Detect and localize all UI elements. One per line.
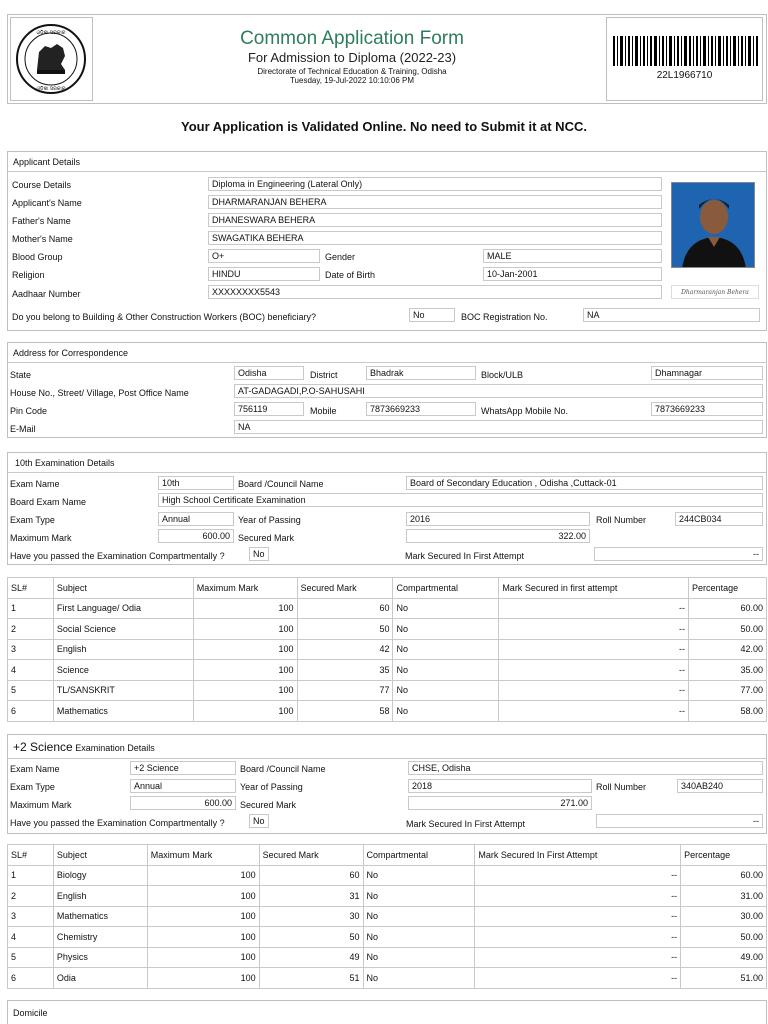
- cell: 60: [297, 598, 393, 619]
- email-value: NA: [234, 420, 763, 434]
- compartmental-question: Have you passed the Examination Compartmentally ?: [10, 551, 225, 561]
- secured-mark-label: Secured Mark: [238, 533, 295, 543]
- cell: 42.00: [689, 639, 767, 660]
- cell: 100: [147, 947, 259, 968]
- cell: First Language/ Odia: [53, 598, 193, 619]
- blood-value: O+: [208, 249, 320, 263]
- cell: 6: [8, 701, 54, 722]
- cell: 100: [193, 701, 297, 722]
- blood-label: Blood Group: [12, 252, 63, 262]
- section-title-big: +2 Science: [13, 740, 73, 754]
- roll-label: Roll Number: [596, 782, 647, 792]
- max-mark-label: Maximum Mark: [10, 800, 72, 810]
- table-row: [8, 865, 767, 886]
- cell: --: [499, 680, 689, 701]
- cell: 51.00: [681, 968, 767, 989]
- applicant-photo: [671, 182, 755, 268]
- form-title: Common Application Form: [240, 28, 464, 49]
- cell: 100: [193, 619, 297, 640]
- cell: Physics: [53, 947, 147, 968]
- cell: No: [363, 927, 475, 948]
- cell: 1: [8, 865, 54, 886]
- cell: No: [363, 947, 475, 968]
- cell: 100: [193, 598, 297, 619]
- father-label: Father's Name: [12, 216, 71, 226]
- aadhaar-label: Aadhaar Number: [12, 289, 81, 299]
- first-attempt-value: --: [594, 547, 763, 561]
- directorate-name: Directorate of Technical Education & Training, Odisha: [257, 67, 447, 76]
- exam-type-value: Annual: [158, 512, 234, 526]
- table-header-row: [8, 845, 767, 866]
- cell: --: [475, 947, 681, 968]
- table-row: [8, 660, 767, 681]
- cell: TL/SANSKRIT: [53, 680, 193, 701]
- gender-value: MALE: [483, 249, 662, 263]
- cell: 50.00: [689, 619, 767, 640]
- state-label: State: [10, 370, 32, 380]
- cell: --: [475, 906, 681, 927]
- applicant-signature: Dharmaranjan Behera: [671, 285, 759, 299]
- cell: 4: [8, 927, 54, 948]
- district-value: Bhadrak: [366, 366, 476, 380]
- table-row: [8, 947, 767, 968]
- board-exam-value: High School Certificate Examination: [158, 493, 763, 507]
- cell: Mathematics: [53, 701, 193, 722]
- course-value: Diploma in Engineering (Lateral Only): [208, 177, 662, 191]
- roll-value: 244CB034: [675, 512, 763, 526]
- col-header: Percentage: [689, 578, 767, 599]
- board-value: Board of Secondary Education , Odisha ,Cuttack-01: [406, 476, 763, 490]
- col-header: Compartmental: [393, 578, 499, 599]
- whatsapp-label: WhatsApp Mobile No.: [481, 406, 569, 416]
- col-header: Subject: [53, 578, 193, 599]
- cell: 49.00: [681, 947, 767, 968]
- cell: Mathematics: [53, 906, 147, 927]
- board-label: Board /Council Name: [240, 764, 326, 774]
- col-header: Secured Mark: [297, 578, 393, 599]
- cell: 49: [259, 947, 363, 968]
- religion-label: Religion: [12, 270, 45, 280]
- table-row: [8, 619, 767, 640]
- cell: 3: [8, 906, 54, 927]
- boc-question: Do you belong to Building & Other Construction Workers (BOC) beneficiary?: [12, 312, 316, 322]
- plus2-marks-table: [7, 844, 767, 989]
- cell: --: [499, 598, 689, 619]
- dob-value: 10-Jan-2001: [483, 267, 662, 281]
- max-mark-label: Maximum Mark: [10, 533, 72, 543]
- cell: No: [393, 639, 499, 660]
- exam-name-label: Exam Name: [10, 764, 60, 774]
- header-title: [96, 28, 608, 85]
- cell: 50.00: [681, 927, 767, 948]
- roll-value: 340AB240: [677, 779, 763, 793]
- aadhaar-value: XXXXXXXX5543: [208, 285, 662, 299]
- cell: 60.00: [689, 598, 767, 619]
- col-header: Maximum Mark: [193, 578, 297, 599]
- roll-label: Roll Number: [596, 515, 647, 525]
- cell: 2: [8, 619, 54, 640]
- cell: --: [475, 886, 681, 907]
- cell: 100: [147, 886, 259, 907]
- cell: 100: [147, 906, 259, 927]
- section-title: 10th Examination Details: [8, 453, 766, 473]
- cell: 58.00: [689, 701, 767, 722]
- table-row: [8, 927, 767, 948]
- cell: --: [475, 927, 681, 948]
- section-title: Address for Correspondence: [8, 343, 766, 363]
- col-header: Maximum Mark: [147, 845, 259, 866]
- cell: No: [363, 968, 475, 989]
- year-value: 2016: [406, 512, 590, 526]
- cell: 100: [193, 680, 297, 701]
- svg-text:ଓଡ଼ିଶା ସରକାର: ଓଡ଼ିଶା ସରକାର: [36, 30, 66, 36]
- cell: No: [393, 660, 499, 681]
- boc-reg-value: NA: [583, 308, 760, 322]
- religion-value: HINDU: [208, 267, 320, 281]
- cell: 50: [259, 927, 363, 948]
- cell: Biology: [53, 865, 147, 886]
- section-title-small: Examination Details: [75, 743, 155, 753]
- barcode-icon: [613, 36, 759, 66]
- table-row: [8, 968, 767, 989]
- dob-label: Date of Birth: [325, 270, 376, 280]
- pin-label: Pin Code: [10, 406, 48, 416]
- compartmental-value: No: [249, 547, 269, 561]
- odisha-emblem-icon: [11, 18, 92, 100]
- col-header: Mark Secured in first attempt: [499, 578, 689, 599]
- cell: 50: [297, 619, 393, 640]
- whatsapp-value: 7873669233: [651, 402, 763, 416]
- first-attempt-value: --: [596, 814, 763, 828]
- exam-type-label: Exam Type: [10, 782, 55, 792]
- validation-notice: Your Application is Validated Online. No need to Submit it at NCC.: [181, 119, 587, 134]
- course-label: Course Details: [12, 180, 72, 190]
- year-label: Year of Passing: [240, 782, 303, 792]
- first-attempt-label: Mark Secured In First Attempt: [405, 551, 525, 561]
- table-header-row: [8, 578, 767, 599]
- board-label: Board /Council Name: [238, 479, 324, 489]
- boc-value: No: [409, 308, 455, 322]
- block-label: Block/ULB: [481, 370, 524, 380]
- section-title: Applicant Details: [8, 152, 766, 172]
- cell: 77.00: [689, 680, 767, 701]
- block-value: Dhamnagar: [651, 366, 763, 380]
- table-row: [8, 680, 767, 701]
- cell: Science: [53, 660, 193, 681]
- cell: 100: [147, 865, 259, 886]
- board-value: CHSE, Odisha: [408, 761, 763, 775]
- cell: 5: [8, 947, 54, 968]
- email-label: E-Mail: [10, 424, 36, 434]
- cell: 5: [8, 680, 54, 701]
- cell: 42: [297, 639, 393, 660]
- mother-value: SWAGATIKA BEHERA: [208, 231, 662, 245]
- cell: --: [475, 865, 681, 886]
- cell: Chemistry: [53, 927, 147, 948]
- cell: 51: [259, 968, 363, 989]
- exam-type-value: Annual: [130, 779, 236, 793]
- cell: English: [53, 886, 147, 907]
- name-label: Applicant's Name: [12, 198, 82, 208]
- cell: 100: [193, 660, 297, 681]
- mother-label: Mother's Name: [12, 234, 73, 244]
- secured-mark-value: 271.00: [408, 796, 592, 810]
- max-mark-value: 600.00: [130, 796, 236, 810]
- cell: 60.00: [681, 865, 767, 886]
- house-value: AT-GADAGADI,P.O-SAHUSAHI: [234, 384, 763, 398]
- cell: 6: [8, 968, 54, 989]
- cell: 2: [8, 886, 54, 907]
- mobile-value: 7873669233: [366, 402, 476, 416]
- barcode-box: [606, 17, 763, 101]
- cell: 100: [147, 968, 259, 989]
- gender-label: Gender: [325, 252, 356, 262]
- cell: 3: [8, 639, 54, 660]
- table-row: [8, 906, 767, 927]
- col-header: Secured Mark: [259, 845, 363, 866]
- cell: 100: [193, 639, 297, 660]
- table-row: [8, 639, 767, 660]
- cell: 1: [8, 598, 54, 619]
- board-exam-label: Board Exam Name: [10, 497, 87, 507]
- pin-value: 756119: [234, 402, 304, 416]
- compartmental-value: No: [249, 814, 269, 828]
- exam-name-value: 10th: [158, 476, 234, 490]
- cell: 60: [259, 865, 363, 886]
- section-title: [8, 735, 766, 759]
- compartmental-question: Have you passed the Examination Compartmentally ?: [10, 818, 225, 828]
- col-header: Subject: [53, 845, 147, 866]
- table-row: [8, 886, 767, 907]
- cell: 4: [8, 660, 54, 681]
- cell: 100: [147, 927, 259, 948]
- cell: 31.00: [681, 886, 767, 907]
- year-label: Year of Passing: [238, 515, 301, 525]
- domicile-section: [7, 1000, 767, 1024]
- col-header: Mark Secured In First Attempt: [475, 845, 681, 866]
- cell: 35: [297, 660, 393, 681]
- exam-name-value: +2 Science: [130, 761, 236, 775]
- cell: No: [363, 865, 475, 886]
- max-mark-value: 600.00: [158, 529, 234, 543]
- first-attempt-label: Mark Secured In First Attempt: [406, 819, 526, 829]
- name-value: DHARMARANJAN BEHERA: [208, 195, 662, 209]
- col-header: Compartmental: [363, 845, 475, 866]
- cell: Social Science: [53, 619, 193, 640]
- exam-type-label: Exam Type: [10, 515, 55, 525]
- cell: No: [393, 701, 499, 722]
- col-header: SL#: [8, 578, 54, 599]
- cell: No: [363, 906, 475, 927]
- emblem-box: [10, 17, 93, 101]
- cell: No: [393, 598, 499, 619]
- cell: 58: [297, 701, 393, 722]
- cell: --: [499, 701, 689, 722]
- cell: 77: [297, 680, 393, 701]
- mobile-label: Mobile: [310, 406, 337, 416]
- secured-mark-label: Secured Mark: [240, 800, 297, 810]
- boc-reg-label: BOC Registration No.: [461, 312, 548, 322]
- house-label: House No., Street/ Village, Post Office Name: [10, 388, 189, 398]
- cell: Odia: [53, 968, 147, 989]
- section-title: Domicile: [13, 1008, 48, 1018]
- cell: 35.00: [689, 660, 767, 681]
- col-header: Percentage: [681, 845, 767, 866]
- cell: No: [393, 680, 499, 701]
- cell: No: [393, 619, 499, 640]
- cell: 31: [259, 886, 363, 907]
- col-header: SL#: [8, 845, 54, 866]
- person-photo-icon: [672, 183, 755, 268]
- secured-mark-value: 322.00: [406, 529, 590, 543]
- table-row: [8, 598, 767, 619]
- tenth-marks-table: [7, 577, 767, 722]
- cell: --: [475, 968, 681, 989]
- father-value: DHANESWARA BEHERA: [208, 213, 662, 227]
- barcode-number: 22L1966710: [656, 70, 713, 81]
- year-value: 2018: [408, 779, 592, 793]
- form-subtitle: For Admission to Diploma (2022-23): [247, 50, 457, 65]
- cell: 30: [259, 906, 363, 927]
- exam-name-label: Exam Name: [10, 479, 60, 489]
- cell: --: [499, 619, 689, 640]
- cell: English: [53, 639, 193, 660]
- district-label: District: [310, 370, 338, 380]
- generated-datetime: Tuesday, 19-Jul-2022 10:10:06 PM: [289, 76, 415, 85]
- cell: --: [499, 660, 689, 681]
- state-value: Odisha: [234, 366, 304, 380]
- cell: No: [363, 886, 475, 907]
- cell: --: [499, 639, 689, 660]
- table-row: [8, 701, 767, 722]
- cell: 30.00: [681, 906, 767, 927]
- svg-text:ଓଡ଼ିଶା ସରକାର: ଓଡ଼ିଶା ସରକାର: [36, 86, 66, 92]
